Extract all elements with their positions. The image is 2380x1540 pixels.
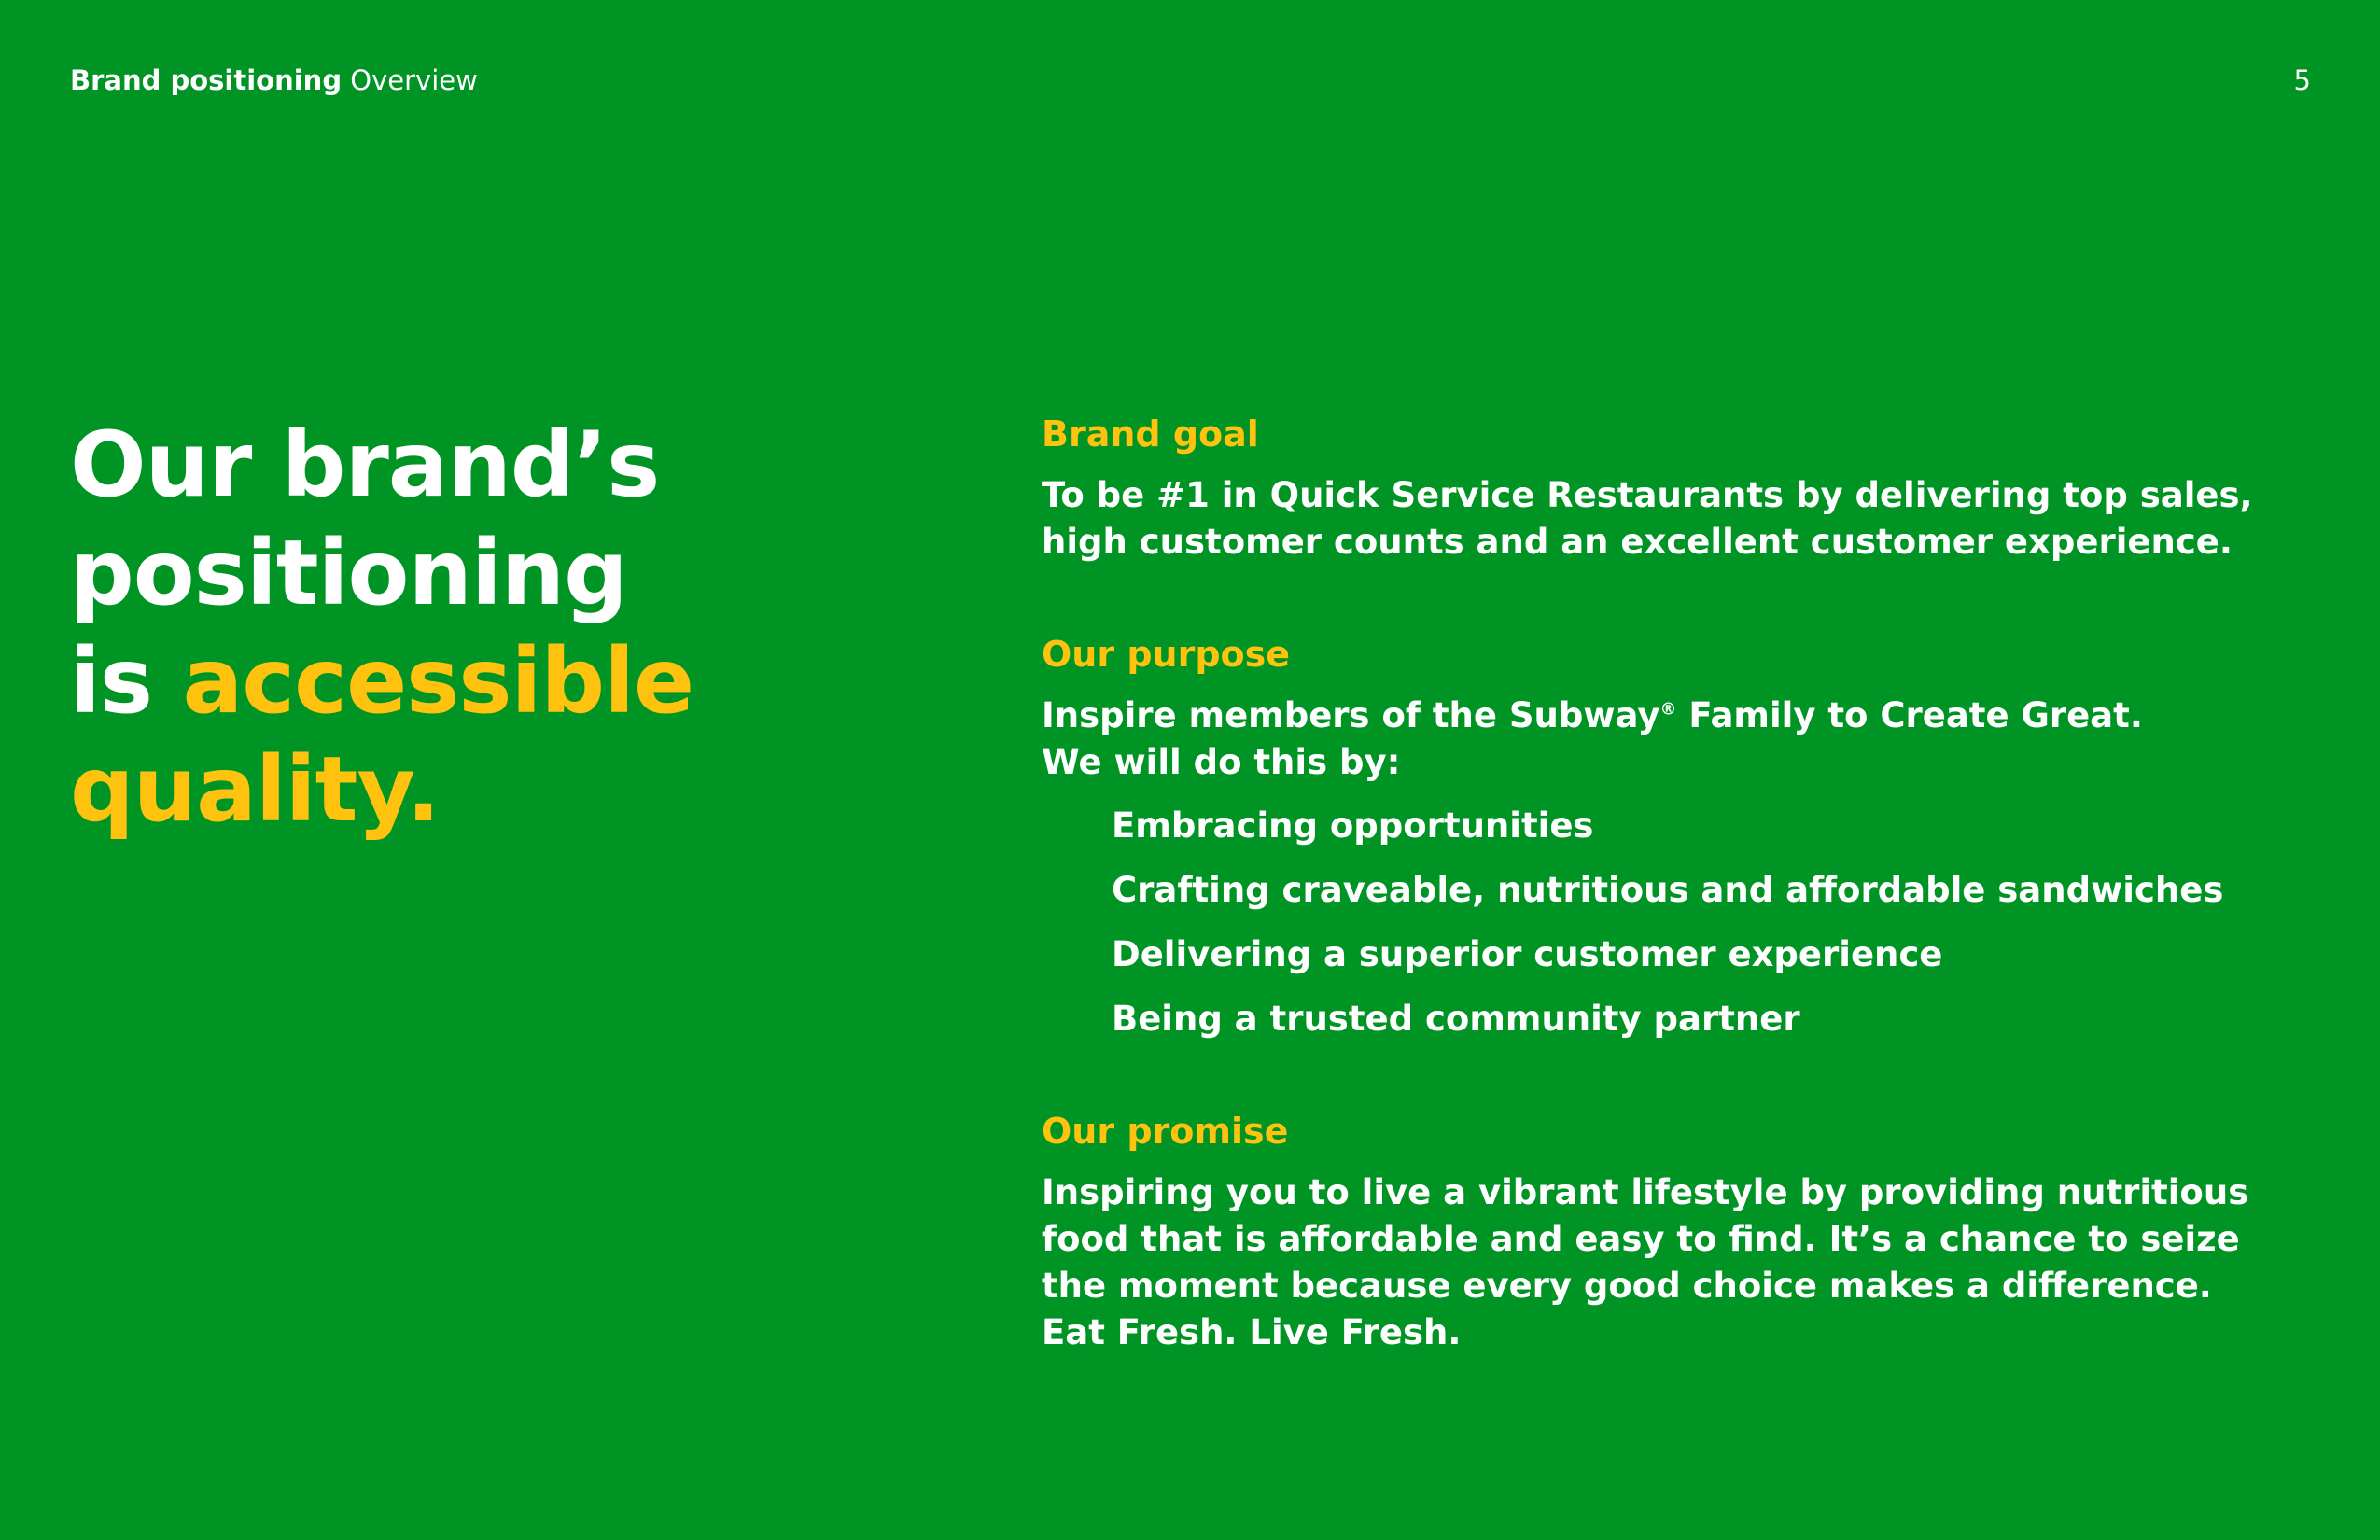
list-item: Embracing opportunities: [1112, 805, 1594, 846]
purpose-label: Our purpose: [1042, 634, 1291, 675]
headline-line-1: Our brand’s: [70, 413, 660, 517]
headline-line-3: [70, 627, 910, 735]
positioning-content: [1042, 411, 2255, 1421]
purpose-text: [1042, 693, 2255, 786]
page-header: [70, 63, 478, 97]
header-subsection-title: Overview: [350, 64, 478, 96]
purpose-line-1: [1042, 693, 2255, 739]
list-item: Crafting craveable, nutritious and affordable sandwiches: [1112, 870, 2224, 910]
promise-tagline: Eat Fresh. Live Fresh.: [1042, 1312, 1462, 1352]
headline-line-3-prefix: is: [70, 629, 183, 734]
brand-goal-line: To be #1 in Quick Service Restaurants by delivering top sales,: [1042, 475, 2253, 515]
headline-highlight-accessible: accessible: [182, 629, 694, 734]
brand-goal-text: [1042, 472, 2255, 566]
promise-section: [1042, 1108, 2255, 1356]
purpose-section: [1042, 631, 2255, 1043]
list-item: Delivering a superior customer experience: [1112, 934, 1943, 974]
purpose-line-1-start: Inspire members of the Subway: [1042, 695, 1660, 735]
purpose-list: [1042, 803, 2255, 1043]
promise-line: the moment because every good choice makes a difference.: [1042, 1266, 2212, 1306]
headline-line-2: positioning: [70, 521, 627, 625]
promise-line: Inspiring you to live a vibrant lifestyle by providing nutritious: [1042, 1172, 2249, 1212]
registered-trademark: ®: [1659, 699, 1677, 720]
purpose-line-2: We will do this by:: [1042, 742, 1401, 782]
promise-label: Our promise: [1042, 1111, 1289, 1152]
headline-highlight-quality: quality.: [70, 737, 440, 842]
brand-goal-section: [1042, 411, 2255, 566]
header-section-title: Brand positioning: [70, 64, 343, 96]
promise-text: [1042, 1169, 2255, 1356]
promise-line: food that is affordable and easy to find. It’s a chance to seize: [1042, 1219, 2240, 1259]
list-item: Being a trusted community partner: [1112, 999, 1800, 1039]
purpose-line-1-end: Family to Create Great.: [1676, 695, 2143, 735]
headline: [70, 411, 910, 844]
brand-goal-label: Brand goal: [1042, 413, 1259, 455]
brand-goal-line: high customer counts and an excellent customer experience.: [1042, 522, 2233, 562]
page-number: 5: [2293, 64, 2311, 96]
